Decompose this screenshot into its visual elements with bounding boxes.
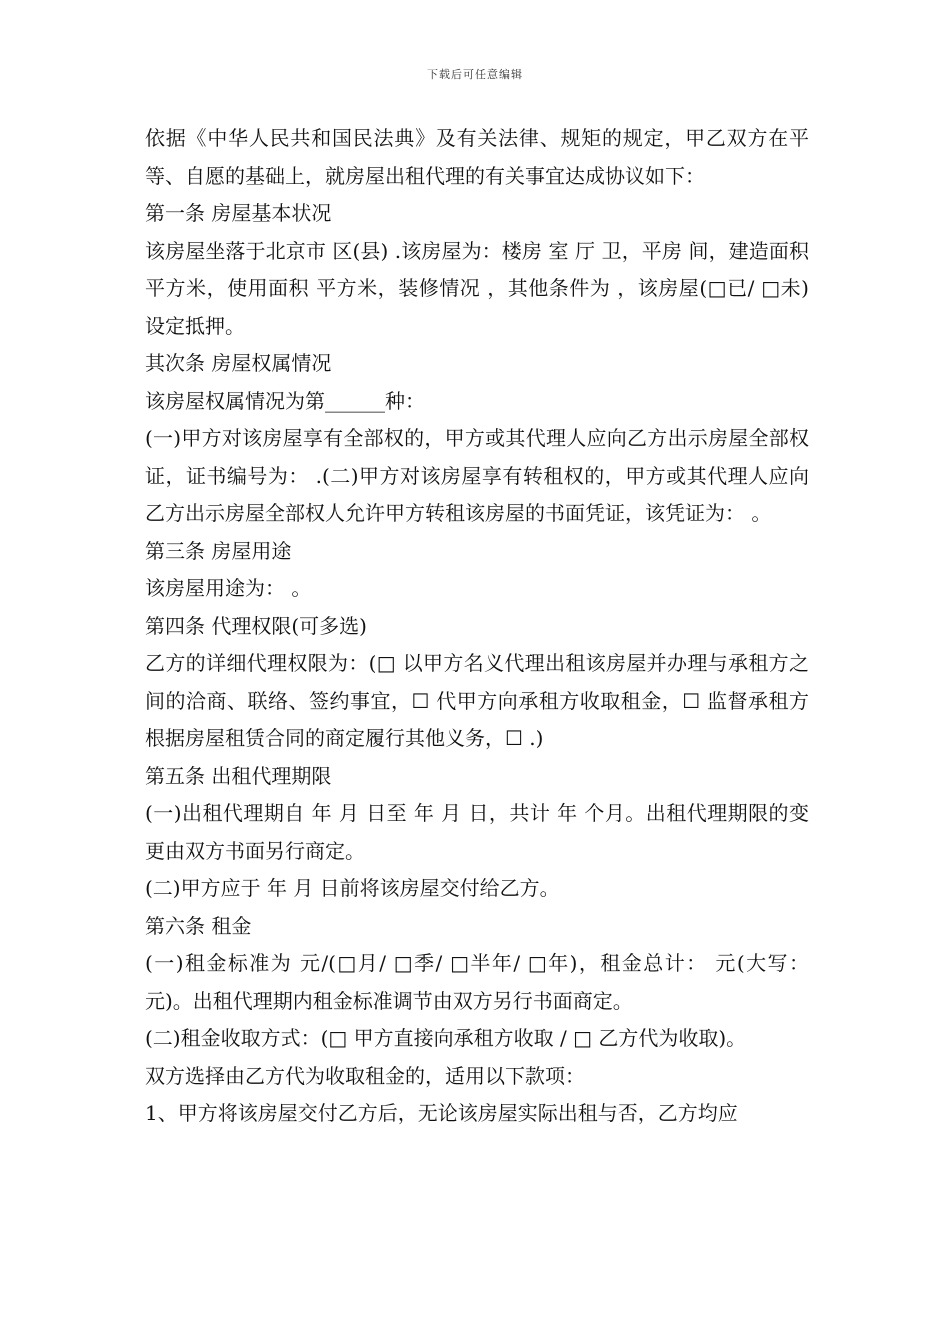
document-body [145,120,809,1133]
article-3-heading: 第三条 房屋用途 [145,538,292,563]
article-4-heading: 第四条 代理权限(可多选) [145,613,367,638]
article-5-item-1: (一)出租代理期自 年 月 日至 年 月 日，共计 年 个月。出租代理期限的变更由双方书面另行商定。 [145,801,809,863]
article-6-item-2: (二)租金收取方式：(□ 甲方直接向承租方收取 / □ 乙方代为收取)。 [145,1026,747,1050]
article-4-body: 乙方的详细代理权限为：(□ 以甲方名义代理出租该房屋并办理与承租方之间的洽商、联络、签约事宜，☐ 代甲方向承租方收取租金，☐ 监督承租方根据房屋租赁合同的商定履行其他义务，☐ .) [145,651,809,750]
article-6-clause-1: 1、甲方将该房屋交付乙方后，无论该房屋实际出租与否，乙方均应 [145,1101,738,1125]
article-6-note: 双方选择由乙方代为收取租金的，适用以下款项： [145,1063,585,1088]
article-5-item-2: (二)甲方应于 年 月 日前将该房屋交付给乙方。 [145,876,560,900]
page-header: 下载后可任意编辑 [427,68,523,81]
article-1-body: 该房屋坐落于北京市 区(县) .该房屋为：楼房 室 厅 卫，平房 间，建造面积 平方米，使用面积 平方米，装修情况 ，其他条件为 ，该房屋(□已/ □未)设定抵押。 [145,238,809,338]
preamble-paragraph: 依据《中华人民共和国民法典》及有关法律、规矩的规定，甲乙双方在平等、自愿的基础上，就房屋出租代理的有关事宜达成协议如下： [145,126,809,188]
article-2-heading: 其次条 房屋权属情况 [145,351,332,375]
article-5-heading: 第五条 出租代理期限 [145,763,332,788]
article-6-item-1: (一)租金标准为 元/(□月/ □季/ □半年/ □年)，租金总计： 元(大写： 元)。出租代理期内租金标准调节由双方另行书面商定。 [145,951,809,1013]
article-3-body: 该房屋用途为： 。 [145,576,312,600]
article-6-heading: 第六条 租金 [145,913,252,938]
article-1-heading: 第一条 房屋基本状况 [145,201,332,225]
article-2-intro: 该房屋权属情况为第______种： [145,388,425,413]
article-2-body: (一)甲方对该房屋享有全部权的，甲方或其代理人应向乙方出示房屋全部权证，证书编号为： .(二)甲方对该房屋享有转租权的，甲方或其代理人应向乙方出示房屋全部权人允许甲方转租该房屋的书面凭证，该凭证为： 。 [145,426,809,525]
